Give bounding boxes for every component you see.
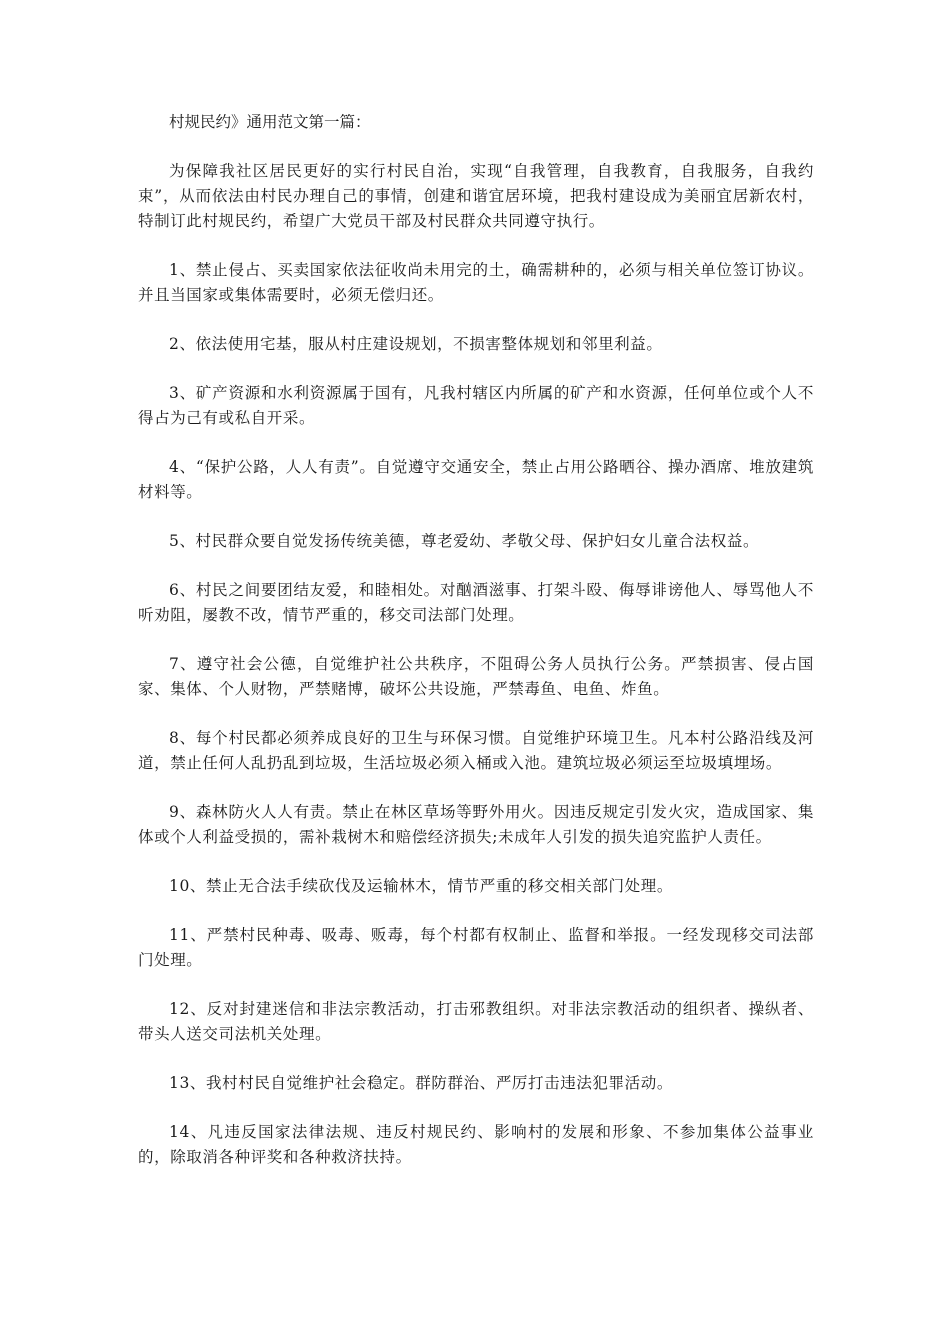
rule-2: 2、依法使用宅基，服从村庄建设规划，不损害整体规划和邻里利益。 (169, 335, 663, 353)
rule-3: 3、矿产资源和水利资源属于国有，凡我村辖区内所属的矿产和水资源，任何单位或个人不得占为己有或私自开采。 (138, 384, 814, 427)
rule-10: 10、禁止无合法手续砍伐及运输林木，情节严重的移交相关部门处理。 (169, 877, 673, 895)
rule-5: 5、村民群众要自觉发扬传统美德，尊老爱幼、孝敬父母、保护妇女儿童合法权益。 (169, 532, 760, 550)
intro-paragraph: 为保障我社区居民更好的实行村民自治，实现“自我管理，自我教育，自我服务，自我约束”，从而依法由村民办理自己的事情，创建和谐宜居环境，把我村建设成为美丽宜居新农村，特制订此村规民约，希望广大党员干部及村民群众共同遵守执行。 (138, 162, 814, 230)
document-title: 村规民约》通用范文第一篇： (169, 113, 371, 131)
rule-12: 12、反对封建迷信和非法宗教活动，打击邪教组织。对非法宗教活动的组织者、操纵者、带头人送交司法机关处理。 (138, 1000, 814, 1043)
rule-9: 9、森林防火人人有责。禁止在林区草场等野外用火。因违反规定引发火灾，造成国家、集体或个人利益受损的，需补栽树木和赔偿经济损失;未成年人引发的损失追究监护人责任。 (138, 803, 814, 846)
rule-13: 13、我村村民自觉维护社会稳定。群防群治、严厉打击违法犯罪活动。 (169, 1074, 673, 1092)
rule-14: 14、凡违反国家法律法规、违反村规民约、影响村的发展和形象、不参加集体公益事业的，除取消各种评奖和各种救济扶持。 (138, 1123, 814, 1166)
rule-4: 4、“保护公路，人人有责”。自觉遵守交通安全，禁止占用公路晒谷、操办酒席、堆放建筑材料等。 (138, 458, 814, 501)
rule-11: 11、严禁村民种毒、吸毒、贩毒，每个村都有权制止、监督和举报。一经发现移交司法部门处理。 (138, 926, 814, 969)
rule-1: 1、禁止侵占、买卖国家依法征收尚未用完的土，确需耕种的，必须与相关单位签订协议。并且当国家或集体需要时，必须无偿归还。 (138, 261, 814, 304)
rule-6: 6、村民之间要团结友爱，和睦相处。对酗酒滋事、打架斗殴、侮辱诽谤他人、辱骂他人不听劝阻，屡教不改，情节严重的，移交司法部门处理。 (138, 581, 814, 624)
rule-8: 8、每个村民都必须养成良好的卫生与环保习惯。自觉维护环境卫生。凡本村公路沿线及河道，禁止任何人乱扔乱到垃圾，生活垃圾必须入桶或入池。建筑垃圾必须运至垃圾填埋场。 (138, 729, 814, 772)
document-page (138, 110, 814, 1194)
rule-7: 7、遵守社会公德，自觉维护社公共秩序，不阻碍公务人员执行公务。严禁损害、侵占国家、集体、个人财物，严禁赌博，破坏公共设施，严禁毒鱼、电鱼、炸鱼。 (138, 655, 814, 698)
